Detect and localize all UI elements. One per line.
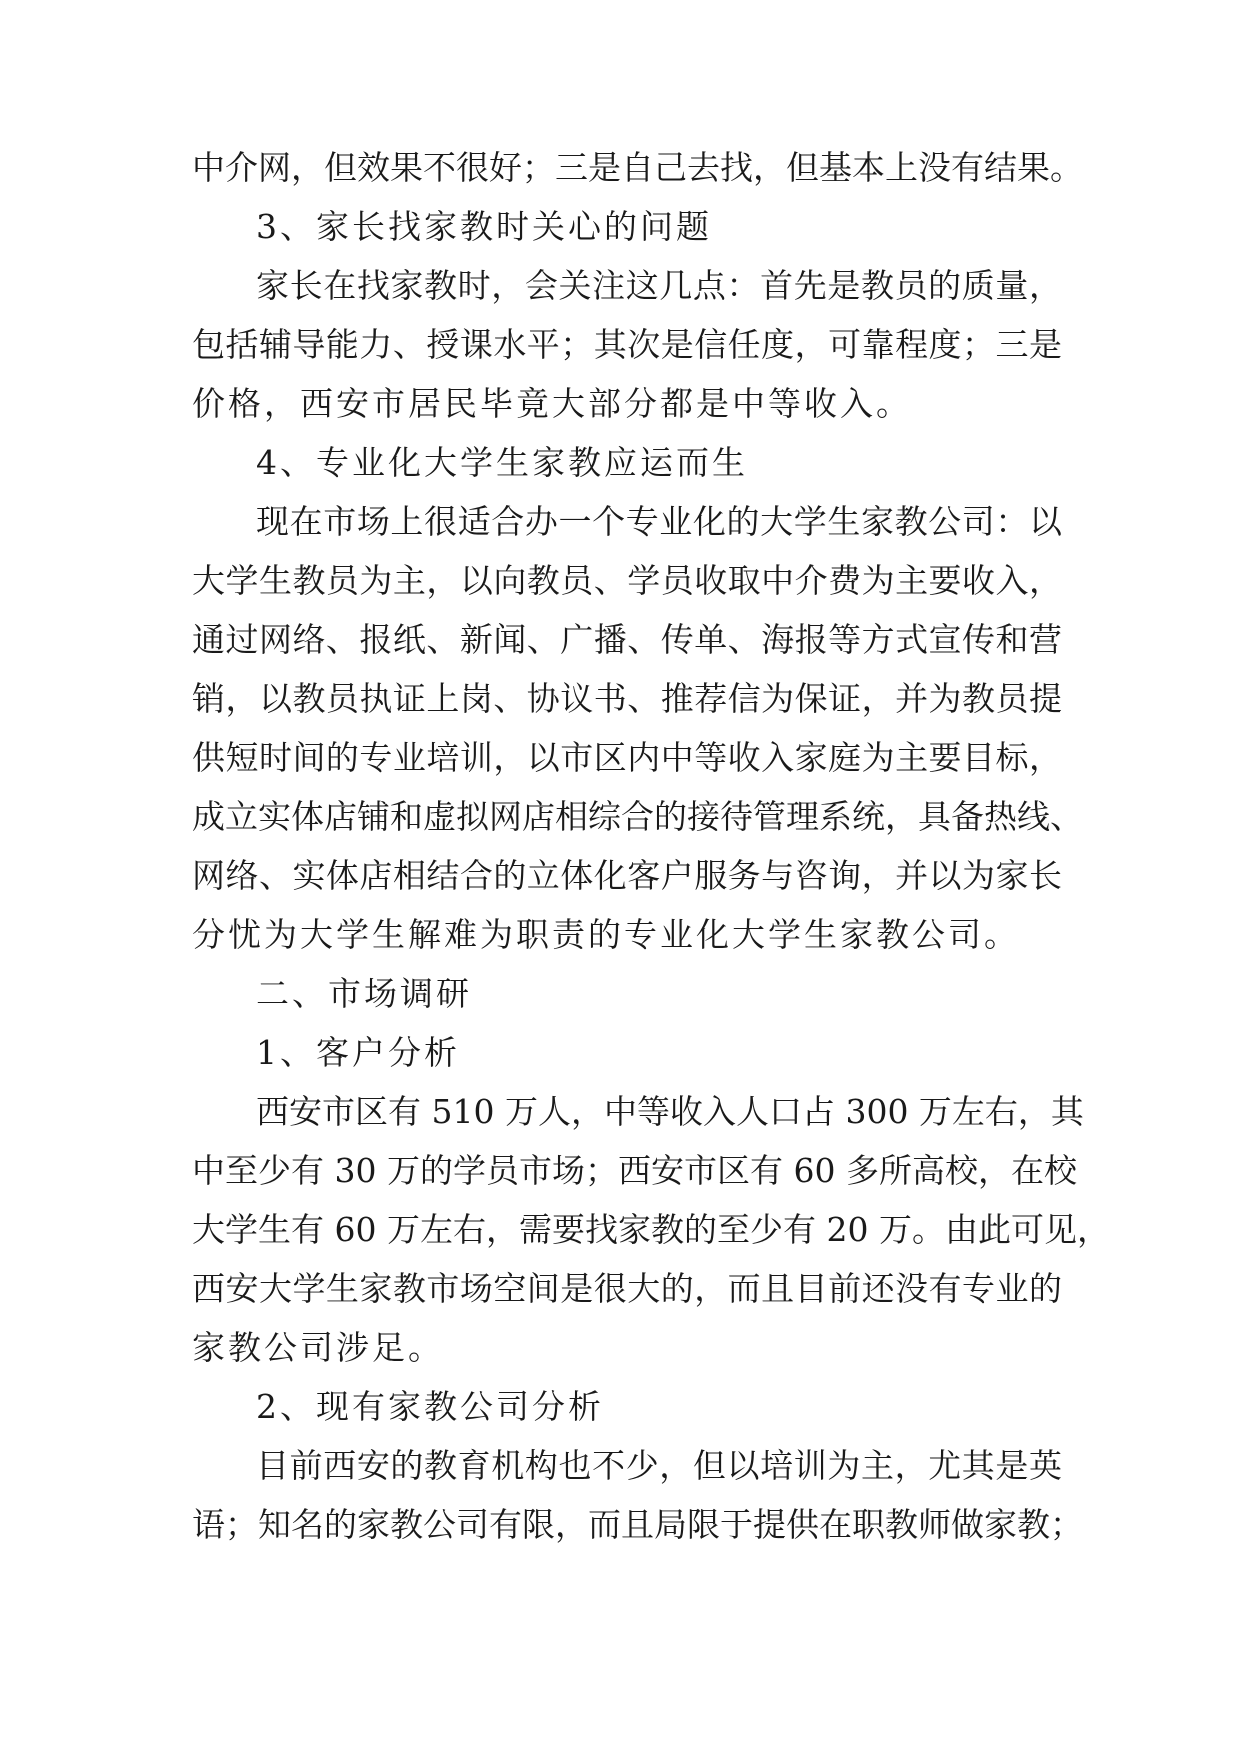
text-line: 家长在找家教时，会关注这几点：首先是教员的质量， xyxy=(256,266,1062,305)
text-line: 价格，西安市居民毕竟大部分都是中等收入。 xyxy=(192,384,912,423)
text-line: 供短时间的专业培训，以市区内中等收入家庭为主要目标， xyxy=(192,738,1062,777)
text-line: 网络、实体店相结合的立体化客户服务与咨询，并以为家长 xyxy=(192,856,1062,895)
section-heading: 2、现有家教公司分析 xyxy=(256,1387,604,1426)
text-line: 家教公司涉足。 xyxy=(192,1328,444,1367)
text-line: 语；知名的家教公司有限，而且局限于提供在职教师做家教； xyxy=(192,1505,1083,1544)
section-heading: 4、专业化大学生家教应运而生 xyxy=(256,443,748,482)
text-line: 通过网络、报纸、新闻、广播、传单、海报等方式宣传和营 xyxy=(192,620,1062,659)
text-line: 目前西安的教育机构也不少，但以培训为主，尤其是英 xyxy=(256,1446,1062,1485)
text-line: 销，以教员执证上岗、协议书、推荐信为保证，并为教员提 xyxy=(192,679,1062,718)
section-heading: 3、家长找家教时关心的问题 xyxy=(256,207,712,246)
text-line: 大学生有 60 万左右，需要找家教的至少有 20 万。由此可见， xyxy=(192,1210,1110,1249)
section-heading: 1、客户分析 xyxy=(256,1033,460,1072)
text-line: 西安大学生家教市场空间是很大的，而且目前还没有专业的 xyxy=(192,1269,1062,1308)
text-line: 成立实体店铺和虚拟网店相综合的接待管理系统，具备热线、 xyxy=(192,797,1083,836)
text-line: 中至少有 30 万的学员市场；西安市区有 60 多所高校，在校 xyxy=(192,1151,1077,1190)
text-line: 包括辅导能力、授课水平；其次是信任度，可靠程度；三是 xyxy=(192,325,1062,364)
section-heading: 二、市场调研 xyxy=(256,974,472,1013)
text-line: 分忧为大学生解难为职责的专业化大学生家教公司。 xyxy=(192,915,1020,954)
text-line: 现在市场上很适合办一个专业化的大学生家教公司：以 xyxy=(256,502,1062,541)
text-line: 大学生教员为主，以向教员、学员收取中介费为主要收入， xyxy=(192,561,1062,600)
text-line: 中介网，但效果不很好；三是自己去找，但基本上没有结果。 xyxy=(192,148,1083,187)
text-line: 西安市区有 510 万人，中等收入人口占 300 万左右，其 xyxy=(256,1092,1084,1131)
